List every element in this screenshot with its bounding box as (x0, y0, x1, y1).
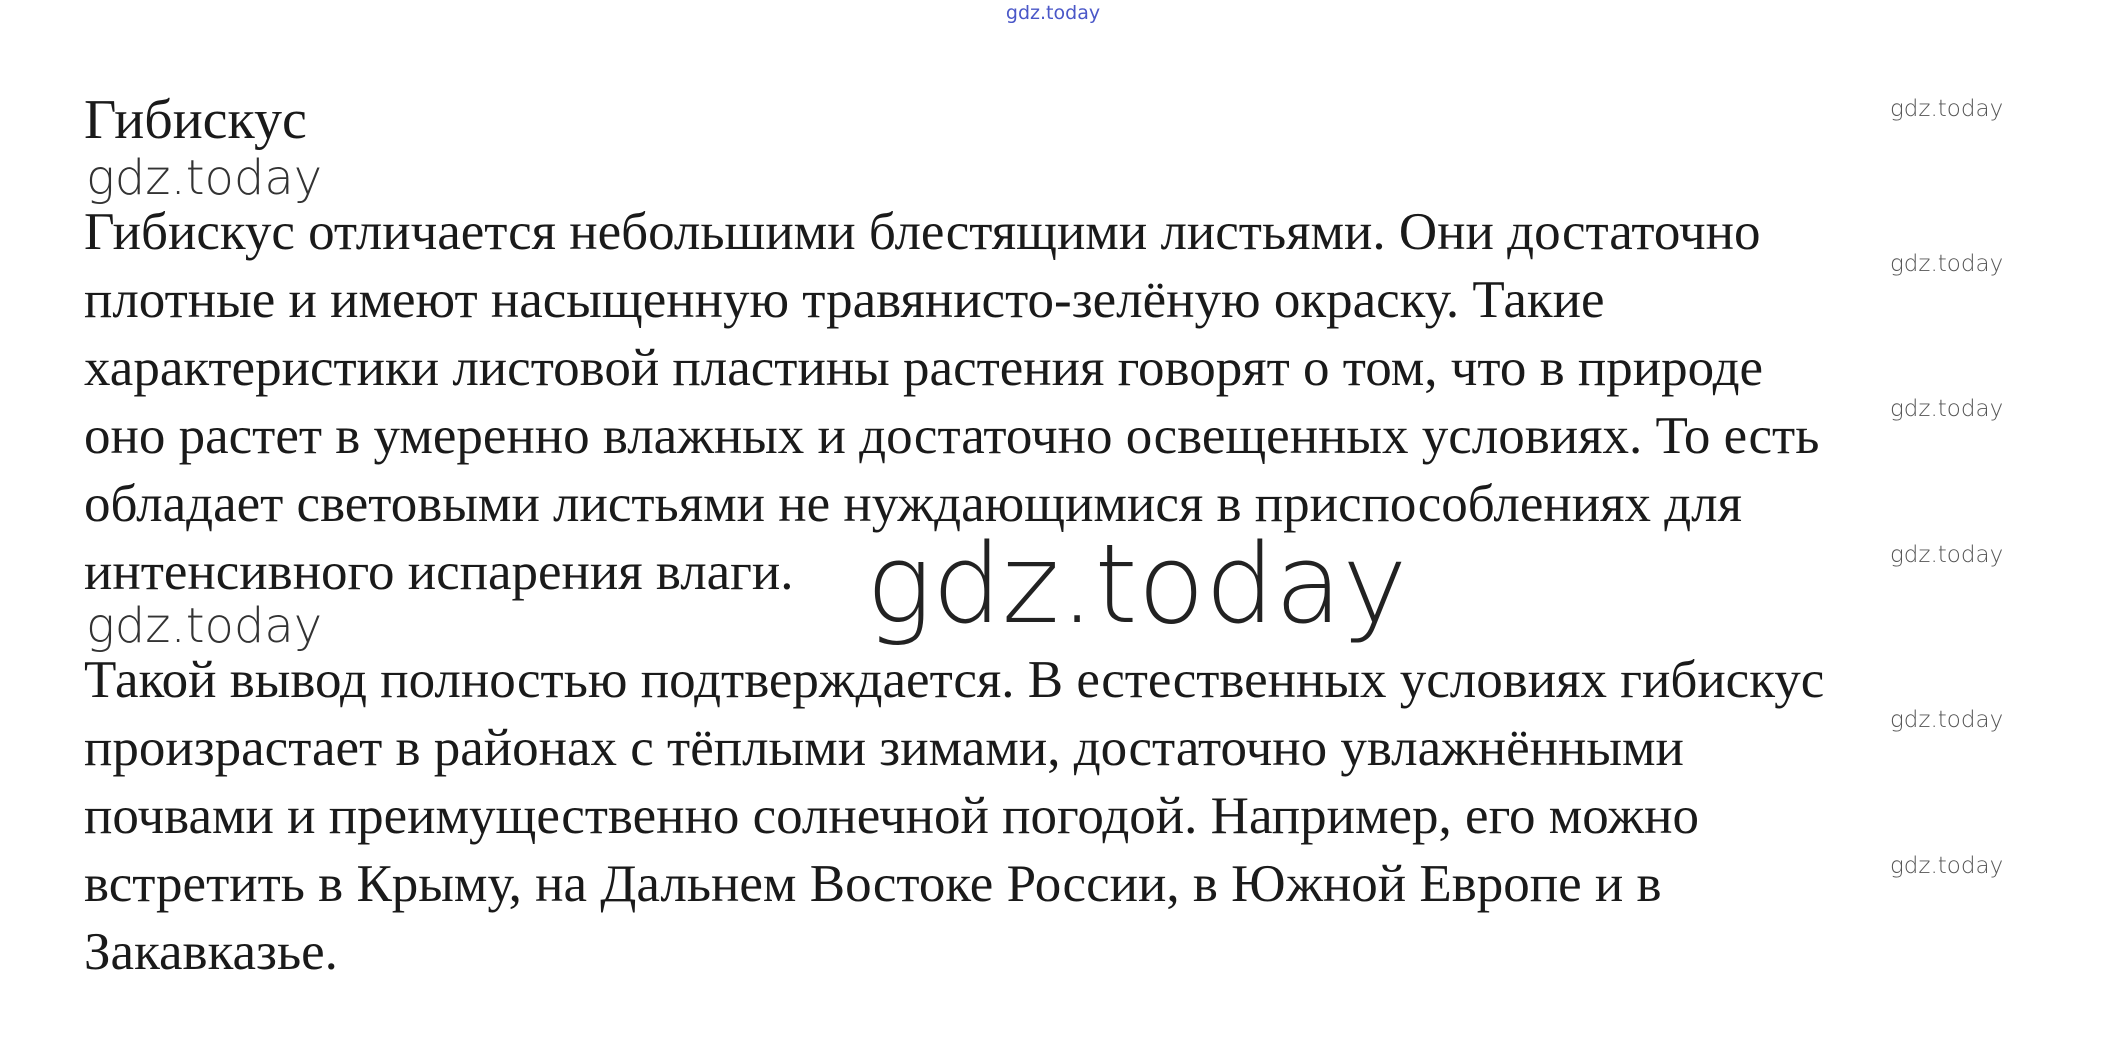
paragraph-line: произрастает в районах с тёплыми зимами, достаточно увлажнёнными (84, 719, 1684, 777)
paragraph-2 (84, 646, 2084, 986)
watermark-large: gdz.today (866, 520, 1408, 648)
paragraph-line: интенсивного испарения влаги. (84, 543, 794, 601)
watermark: gdz.today (1890, 96, 2004, 122)
watermark: gdz.today (1890, 396, 2004, 422)
paragraph-line: плотные и имеют насыщенную травянисто-зелёную окраску. Такие (84, 271, 1605, 329)
paragraph-line: характеристики листовой пластины растения говорят о том, что в природе (84, 339, 1764, 397)
watermark: gdz.today (86, 598, 323, 654)
watermark: gdz.today (1890, 542, 2004, 568)
watermark: gdz.today (86, 150, 323, 206)
paragraph-line: Закавказье. (84, 923, 338, 981)
paragraph-line: почвами и преимущественно солнечной погодой. Например, его можно (84, 787, 1699, 845)
document-title: Гибискус (84, 89, 307, 151)
paragraph-line: встретить в Крыму, на Дальнем Востоке России, в Южной Европе и в (84, 855, 1662, 913)
watermark: gdz.today (1890, 853, 2004, 879)
paragraph-line: оно растет в умеренно влажных и достаточно освещенных условиях. То есть (84, 407, 1820, 465)
paragraph-line: Такой вывод полностью подтверждается. В естественных условиях гибискус (84, 651, 1825, 709)
top-site-link[interactable]: gdz.today (1005, 2, 1101, 24)
watermark: gdz.today (1890, 707, 2004, 733)
paragraph-line: Гибискус отличается небольшими блестящими листьями. Они достаточно (84, 203, 1761, 261)
paragraph-line: обладает световыми листьями не нуждающимися в приспособлениях для (84, 475, 1742, 533)
watermark: gdz.today (1890, 251, 2004, 277)
